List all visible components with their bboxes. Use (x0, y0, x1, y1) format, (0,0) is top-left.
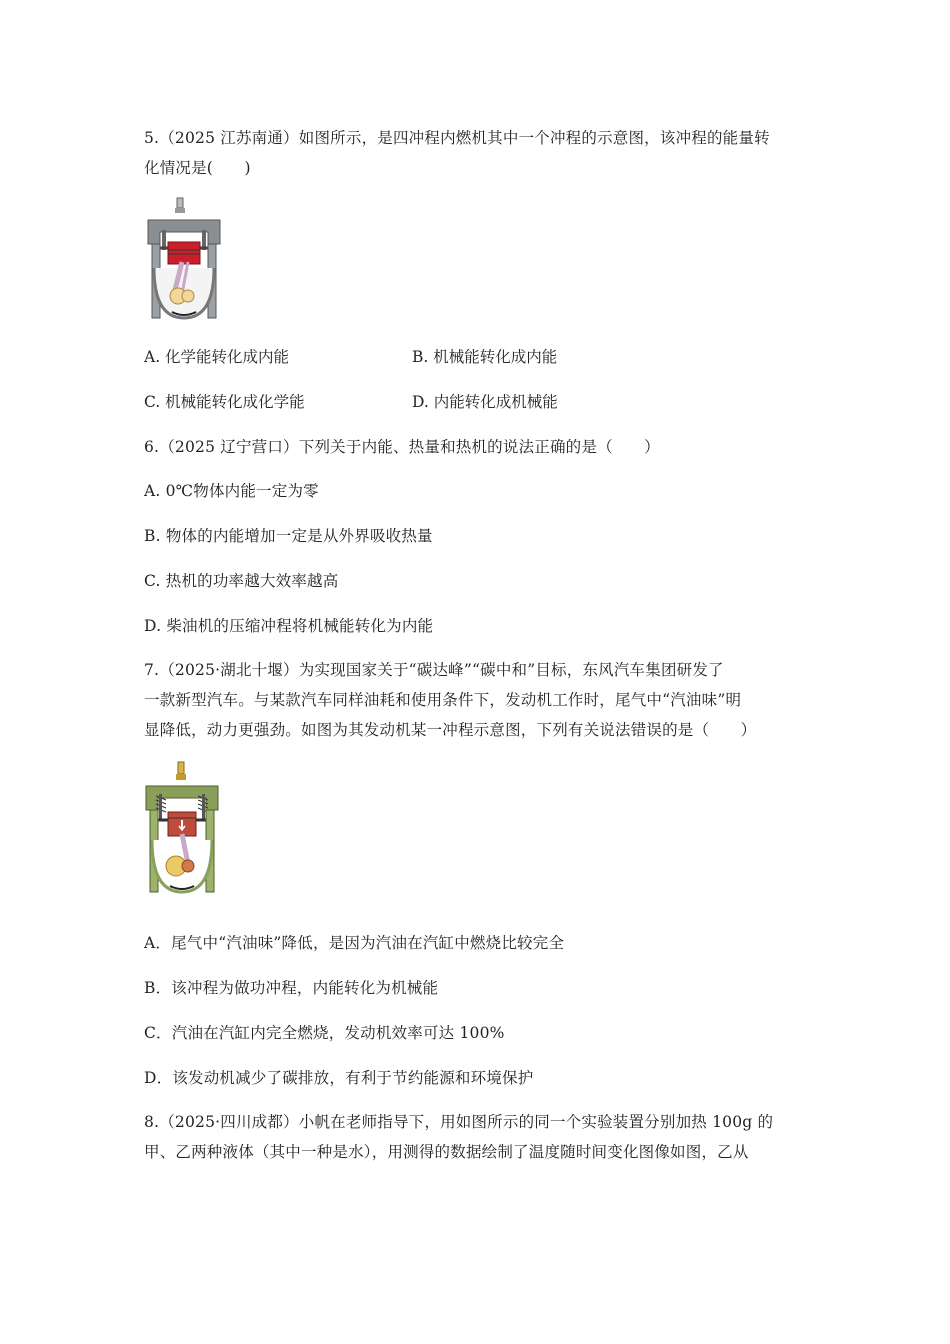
q6-option-a: A. 0℃物体内能一定为零 (144, 482, 319, 500)
q7-option-a: A．尾气中“汽油味”降低，是因为汽油在汽缸中燃烧比较完全 (144, 934, 565, 952)
q7-option-d: D．该发动机减少了碳排放，有利于节约能源和环境保护 (144, 1069, 534, 1087)
q8-stem-line2: 甲、乙两种液体（其中一种是水），用测得的数据绘制了温度随时间变化图像如图，乙从 (144, 1143, 749, 1161)
q5-option-a: A. 化学能转化成内能 (144, 348, 290, 366)
q5-engine-diagram (144, 196, 224, 326)
q6-option-b: B. 物体的内能增加一定是从外界吸收热量 (144, 527, 433, 545)
q5-stem-line2: 化情况是( ) (144, 159, 251, 177)
q6-stem: 6.（2025 辽宁营口）下列关于内能、热量和热机的说法正确的是（ ） (144, 438, 660, 456)
q7-engine-diagram (144, 760, 220, 900)
q7-stem-line1: 7.（2025·湖北十堰）为实现国家关于“碳达峰”“碳中和”目标，东风汽车集团研发了 (144, 661, 724, 679)
q7-stem-line2: 一款新型汽车。与某款汽车同样油耗和使用条件下，发动机工作时，尾气中“汽油味”明 (144, 691, 742, 709)
q5-option-d: D. 内能转化成机械能 (412, 393, 558, 411)
q6-option-d: D. 柴油机的压缩冲程将机械能转化为内能 (144, 617, 434, 635)
q7-stem-line3: 显降低，动力更强劲。如图为其发动机某一冲程示意图，下列有关说法错误的是（ ） (144, 721, 757, 739)
q5-option-c: C. 机械能转化成化学能 (144, 393, 305, 411)
q7-option-c: C．汽油在汽缸内完全燃烧，发动机效率可达 100% (144, 1024, 505, 1042)
q5-option-b: B. 机械能转化成内能 (412, 348, 558, 366)
q5-stem-line1: 5.（2025 江苏南通）如图所示，是四冲程内燃机其中一个冲程的示意图，该冲程的能量转 (144, 129, 770, 147)
q8-stem-line1: 8.（2025·四川成都）小帆在老师指导下，用如图所示的同一个实验装置分别加热 100g 的 (144, 1113, 774, 1131)
q7-option-b: B．该冲程为做功冲程，内能转化为机械能 (144, 979, 439, 997)
q6-option-c: C. 热机的功率越大效率越高 (144, 572, 339, 590)
